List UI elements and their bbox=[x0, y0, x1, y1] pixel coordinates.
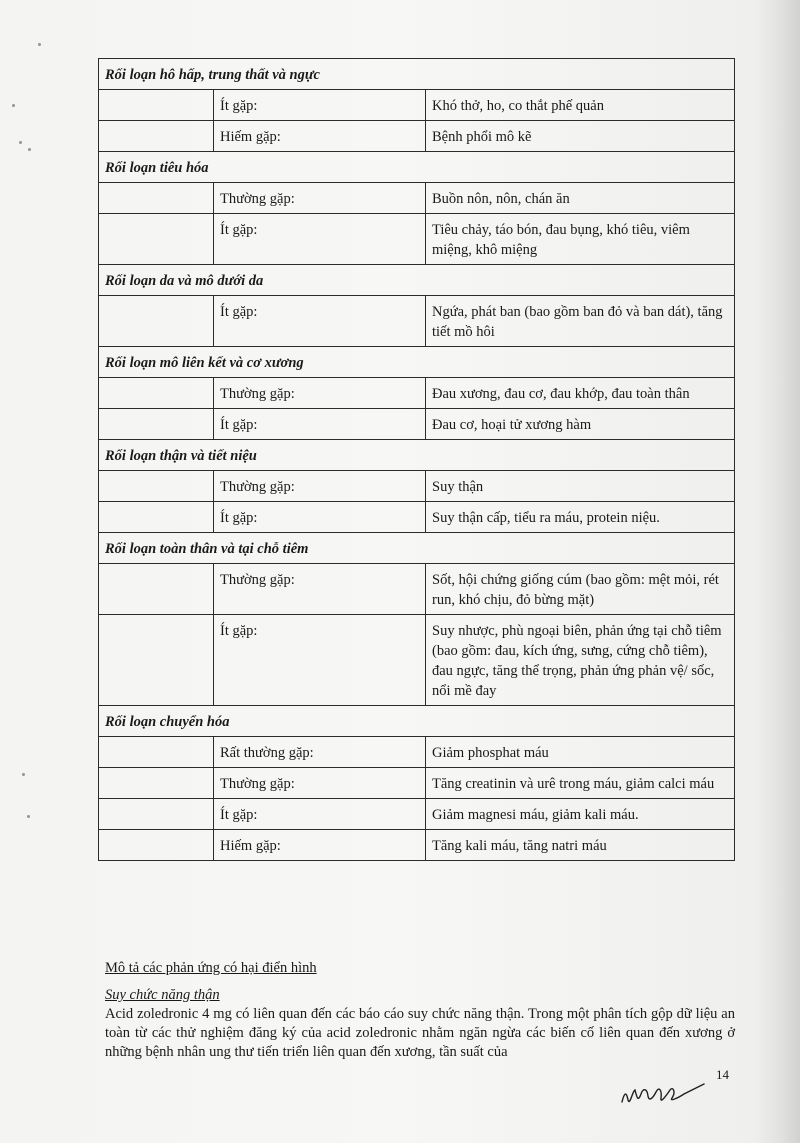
empty-cell bbox=[99, 830, 214, 861]
empty-cell bbox=[99, 90, 214, 121]
frequency-cell: Hiếm gặp: bbox=[214, 830, 426, 861]
category-label: Rối loạn hô hấp, trung thất và ngực bbox=[99, 59, 735, 90]
table-row bbox=[99, 799, 735, 830]
effects-cell: Tăng creatinin và urê trong máu, giảm calci máu bbox=[426, 768, 735, 799]
empty-cell bbox=[99, 471, 214, 502]
scan-shadow bbox=[755, 0, 800, 1143]
table-row bbox=[99, 768, 735, 799]
frequency-cell: Ít gặp: bbox=[214, 502, 426, 533]
table-row bbox=[99, 121, 735, 152]
effects-cell: Khó thở, ho, co thắt phế quản bbox=[426, 90, 735, 121]
category-label: Rối loạn chuyển hóa bbox=[99, 706, 735, 737]
scan-speck bbox=[19, 141, 22, 144]
table-row bbox=[99, 502, 735, 533]
category-label: Rối loạn da và mô dưới da bbox=[99, 265, 735, 296]
empty-cell bbox=[99, 799, 214, 830]
table-row bbox=[99, 615, 735, 706]
frequency-cell: Hiếm gặp: bbox=[214, 121, 426, 152]
category-label: Rối loạn mô liên kết và cơ xương bbox=[99, 347, 735, 378]
table-row bbox=[99, 471, 735, 502]
frequency-cell: Ít gặp: bbox=[214, 214, 426, 265]
frequency-cell: Thường gặp: bbox=[214, 564, 426, 615]
category-row bbox=[99, 706, 735, 737]
table-row bbox=[99, 564, 735, 615]
category-label: Rối loạn tiêu hóa bbox=[99, 152, 735, 183]
empty-cell bbox=[99, 296, 214, 347]
category-row bbox=[99, 440, 735, 471]
effects-cell: Đau cơ, hoại tử xương hàm bbox=[426, 409, 735, 440]
effects-cell: Tăng kali máu, tăng natri máu bbox=[426, 830, 735, 861]
effects-cell: Đau xương, đau cơ, đau khớp, đau toàn thân bbox=[426, 378, 735, 409]
category-label: Rối loạn toàn thân và tại chỗ tiêm bbox=[99, 533, 735, 564]
frequency-cell: Ít gặp: bbox=[214, 409, 426, 440]
empty-cell bbox=[99, 121, 214, 152]
effects-cell: Giảm magnesi máu, giảm kali máu. bbox=[426, 799, 735, 830]
table-row bbox=[99, 296, 735, 347]
scan-speck bbox=[12, 104, 15, 107]
table-row bbox=[99, 183, 735, 214]
adverse-effects-table bbox=[98, 58, 735, 861]
scan-speck bbox=[38, 43, 41, 46]
adverse-effects-table-body bbox=[99, 59, 735, 861]
category-row bbox=[99, 533, 735, 564]
frequency-cell: Rất thường gặp: bbox=[214, 737, 426, 768]
body-paragraph: Acid zoledronic 4 mg có liên quan đến các báo cáo suy chức năng thận. Trong một phân tích gộp dữ liệu an toàn từ các thử nghiệm đăng ký của acid zoledronic nhằm ngăn ngừa các biến cố liên quan đến xương ở những bệnh nhân ung thư tiến triển liên quan đến xương, tần suất của bbox=[105, 1006, 735, 1060]
empty-cell bbox=[99, 615, 214, 706]
category-row bbox=[99, 152, 735, 183]
scan-speck bbox=[28, 148, 31, 151]
handwritten-initials bbox=[618, 1076, 708, 1110]
scan-speck bbox=[22, 773, 25, 776]
frequency-cell: Ít gặp: bbox=[214, 296, 426, 347]
empty-cell bbox=[99, 737, 214, 768]
effects-cell: Suy nhược, phù ngoại biên, phản ứng tại chỗ tiêm (bao gồm: đau, kích ứng, sưng, cứng chỗ tiêm), đau ngực, tăng thể trọng, phản ứng phản vệ/ sốc, nổi mề đay bbox=[426, 615, 735, 706]
table-row bbox=[99, 90, 735, 121]
category-row bbox=[99, 59, 735, 90]
frequency-cell: Thường gặp: bbox=[214, 768, 426, 799]
frequency-cell: Ít gặp: bbox=[214, 90, 426, 121]
category-row bbox=[99, 265, 735, 296]
empty-cell bbox=[99, 409, 214, 440]
empty-cell bbox=[99, 768, 214, 799]
effects-cell: Tiêu chảy, táo bón, đau bụng, khó tiêu, viêm miệng, khô miệng bbox=[426, 214, 735, 265]
effects-cell: Ngứa, phát ban (bao gồm ban đỏ và ban dát), tăng tiết mồ hôi bbox=[426, 296, 735, 347]
table-row bbox=[99, 737, 735, 768]
empty-cell bbox=[99, 502, 214, 533]
frequency-cell: Thường gặp: bbox=[214, 471, 426, 502]
empty-cell bbox=[99, 214, 214, 265]
empty-cell bbox=[99, 564, 214, 615]
frequency-cell: Ít gặp: bbox=[214, 799, 426, 830]
empty-cell bbox=[99, 183, 214, 214]
category-row bbox=[99, 347, 735, 378]
scan-speck bbox=[27, 815, 30, 818]
frequency-cell: Ít gặp: bbox=[214, 615, 426, 706]
effects-cell: Buồn nôn, nôn, chán ăn bbox=[426, 183, 735, 214]
effects-cell: Suy thận cấp, tiểu ra máu, protein niệu. bbox=[426, 502, 735, 533]
table-row bbox=[99, 378, 735, 409]
effects-cell: Bệnh phổi mô kẽ bbox=[426, 121, 735, 152]
section-heading: Mô tả các phản ứng có hại điển hình bbox=[105, 960, 317, 976]
category-label: Rối loạn thận và tiết niệu bbox=[99, 440, 735, 471]
effects-cell: Suy thận bbox=[426, 471, 735, 502]
effects-cell: Giảm phosphat máu bbox=[426, 737, 735, 768]
page-number: 14 bbox=[716, 1067, 729, 1082]
table-row bbox=[99, 214, 735, 265]
effects-cell: Sốt, hội chứng giống cúm (bao gồm: mệt mỏi, rét run, khó chịu, đỏ bừng mặt) bbox=[426, 564, 735, 615]
empty-cell bbox=[99, 378, 214, 409]
subsection-heading: Suy chức năng thận bbox=[105, 987, 220, 1003]
table-row bbox=[99, 409, 735, 440]
table-row bbox=[99, 830, 735, 861]
frequency-cell: Thường gặp: bbox=[214, 378, 426, 409]
frequency-cell: Thường gặp: bbox=[214, 183, 426, 214]
